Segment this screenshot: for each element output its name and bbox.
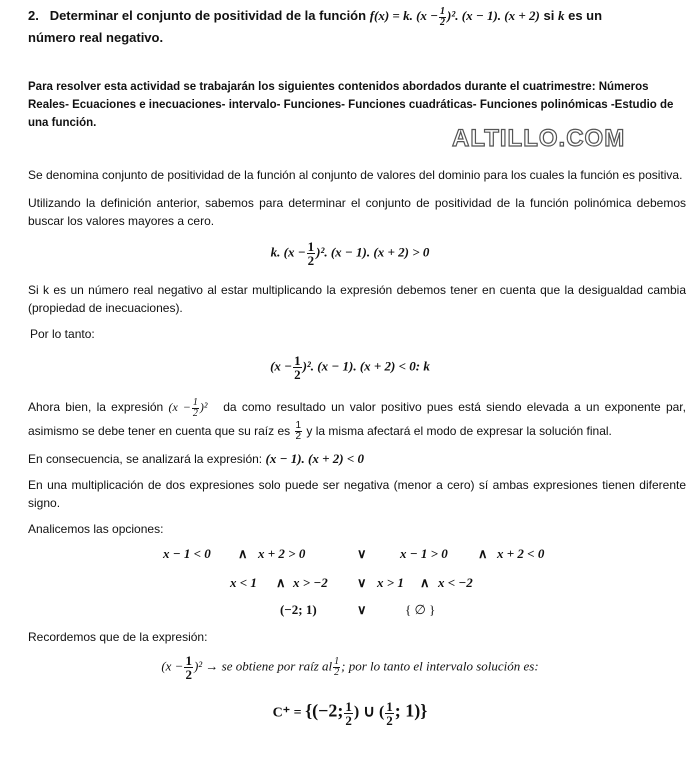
root-statement: [0, 654, 700, 681]
solution-fraction-2: [385, 700, 394, 727]
intro-paragraph: Para resolver esta actividad se trabajarán los siguientes contenidos abordados durante el cuatrimestre: Números Reales- Ecuaciones e inecuaciones- intervalo- Funciones- Funciones cuadráticas- Funciones polinómicas -Estudio de una función.: [28, 81, 674, 129]
eq3-right: ; por lo tanto el intervalo solución es:: [341, 658, 539, 674]
eq1-numerator: 1: [307, 239, 315, 254]
exercise-title-si: si: [543, 8, 555, 23]
option-r1-c1: x − 1 < 0: [163, 546, 211, 561]
function-expression: [369, 5, 540, 28]
option-r1-c2: ∧: [238, 546, 248, 561]
option-r3-b: ∨: [357, 602, 367, 617]
fraction-numerator: 1: [440, 5, 446, 17]
paragraph-por-lo-tanto: Por lo tanto:: [30, 327, 95, 341]
option-r2-a: x < 1: [230, 575, 257, 590]
options-table: [0, 546, 700, 626]
solution-numerator-1: 1: [345, 699, 352, 714]
solution-open: {(−2;: [305, 700, 344, 721]
option-r1-c7: x + 2 < 0: [497, 546, 545, 561]
option-r3-a: (−2; 1): [280, 602, 317, 617]
eq1-left: k. (x −: [270, 244, 306, 260]
exercise-title-line2: número real negativo.: [28, 29, 164, 45]
eq3-root-fraction: [333, 657, 340, 678]
eq1-right: )². (x − 1). (x + 2) > 0: [316, 244, 430, 260]
p5-expression-b: )²: [199, 400, 208, 414]
option-r2-d: ∨: [357, 575, 367, 590]
option-r2-g: x < −2: [438, 575, 473, 590]
option-r1-c4: ∨: [357, 546, 367, 561]
variable-k: k: [557, 8, 565, 23]
paragraph-using-definition: Utilizando la definición anterior, sabemos para determinar el conjunto de positividad de la función polinómica debemos buscar los valores mayores a cero.: [28, 196, 686, 228]
eq2-right: )². (x − 1). (x + 2) < 0: k: [302, 358, 430, 374]
p5-expression-a: (x −: [168, 400, 191, 414]
inequality-greater-zero: [0, 240, 700, 267]
p5-text-a: Ahora bien, la expresión: [28, 400, 164, 414]
eq2-left: (x −: [270, 358, 293, 374]
paragraph-multiplicacion: En una multiplicación de dos expresiones solo puede ser negativa (menor a cero) sí ambas expresiones tienen diferente signo.: [28, 478, 686, 510]
p5-expression: [168, 396, 208, 419]
eq1-denominator: 2: [307, 253, 315, 268]
solution-denominator-2: 2: [386, 713, 393, 728]
eq3-root-numerator: 1: [334, 656, 340, 667]
eq3-left: (x −: [161, 658, 184, 674]
solution-numerator-2: 1: [386, 699, 393, 714]
exercise-title-text: Determinar el conjunto de positividad de la función: [49, 8, 367, 23]
function-expression-a: f(x) = k. (x −: [369, 8, 439, 23]
option-r1-c3: x + 2 > 0: [258, 546, 306, 561]
option-r2-b: ∧: [276, 575, 286, 590]
paragraph-recordemos: Recordemos que de la expresión:: [28, 630, 208, 644]
option-r2-f: ∧: [420, 575, 430, 590]
paragraph-k-negative: Si k es un número real negativo al estar multiplicando la expresión debemos tener en cuenta que la desigualdad cambia (propiedad de inecuaciones).: [28, 283, 686, 315]
option-r2-e: x > 1: [377, 575, 404, 590]
p5-denominator: 2: [192, 407, 198, 419]
eq3-root-denominator: 2: [334, 667, 340, 678]
paragraph-definition: Se denomina conjunto de positividad de la función al conjunto de valores del dominio para los cuales la función es positiva.: [28, 168, 683, 182]
inequality-less-zero: [0, 354, 700, 381]
function-expression-b: )². (x − 1). (x + 2): [447, 8, 540, 23]
solution-set: [0, 700, 700, 727]
eq2-numerator: 1: [294, 353, 301, 368]
solution-close: ; 1)}: [394, 700, 428, 721]
paragraph-analicemos: Analicemos las opciones:: [28, 522, 164, 536]
solution-union: ) ∪ (: [353, 703, 385, 721]
option-r1-c5: x − 1 > 0: [400, 546, 448, 561]
p6-text: En consecuencia, se analizará la expresión:: [28, 452, 263, 466]
eq2-fraction: [293, 354, 302, 381]
solution-label: C⁺ =: [272, 705, 302, 721]
eq3-denominator: 2: [185, 667, 192, 682]
eq1-fraction: [307, 240, 316, 267]
root-numerator: 1: [295, 420, 302, 432]
root-denominator: 2: [295, 431, 302, 443]
option-r2-c: x > −2: [293, 575, 328, 590]
eq3-middle: )² → se obtiene por raíz al: [193, 658, 333, 674]
p5-text-c: asimismo se debe tener en cuenta que su raíz es: [28, 424, 291, 438]
p5-numerator: 1: [192, 396, 198, 408]
solution-fraction-1: [344, 700, 353, 727]
function-fraction: [439, 7, 446, 28]
paragraph-consecuencia: [28, 450, 364, 468]
paragraph-ahora-bien: [28, 395, 686, 443]
root-fraction: [295, 421, 303, 442]
eq3-fraction: [184, 654, 193, 681]
solution-denominator-1: 2: [345, 713, 352, 728]
option-r3-c: { ∅ }: [405, 602, 436, 617]
p6-expression: (x − 1). (x + 2) < 0: [265, 451, 364, 466]
fraction-denominator: 2: [440, 16, 446, 28]
p5-text-d: y la misma afectará el modo de expresar la solución final.: [306, 424, 612, 438]
eq2-denominator: 2: [294, 367, 301, 382]
altillo-watermark: ALTILLO.COM: [452, 125, 626, 152]
exercise-number: 2.: [28, 8, 39, 23]
p5-fraction: [192, 398, 199, 419]
exercise-title-tail: es un: [568, 8, 603, 23]
option-r1-c6: ∧: [478, 546, 488, 561]
eq3-numerator: 1: [185, 653, 192, 668]
exercise-title: [28, 6, 678, 47]
p5-text-b: da como resultado un valor positivo pues está siendo elevada a un exponente par,: [223, 400, 686, 414]
